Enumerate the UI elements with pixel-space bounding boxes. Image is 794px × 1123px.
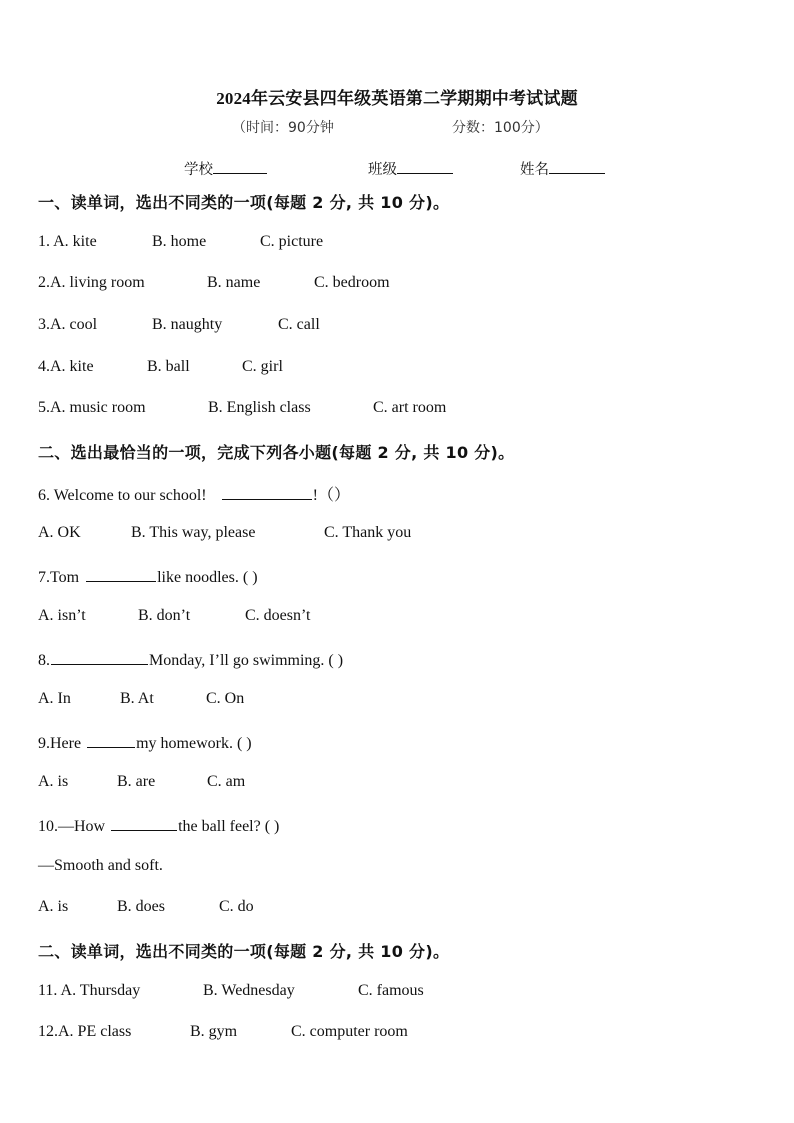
- q11-option-b[interactable]: B. Wednesday: [203, 982, 295, 999]
- q7-stem-end: like noodles. ( ): [157, 569, 258, 586]
- q12-option-c[interactable]: C. computer room: [291, 1023, 408, 1040]
- q9-stem-text: 9.Here: [38, 735, 82, 752]
- q8-option-b[interactable]: B. At: [120, 690, 154, 707]
- q10-reply: —Smooth and soft.: [38, 857, 163, 874]
- class-blank[interactable]: [397, 159, 453, 174]
- q10-option-c[interactable]: C. do: [219, 898, 254, 915]
- q9-option-c[interactable]: C. am: [207, 773, 246, 790]
- name-blank[interactable]: [549, 159, 605, 174]
- q6-option-c[interactable]: C. Thank you: [324, 524, 412, 541]
- q12-option-a[interactable]: 12.A. PE class: [38, 1023, 132, 1040]
- q9-option-a[interactable]: A. is: [38, 773, 69, 790]
- q8-stem-text: 8.: [38, 652, 50, 669]
- school-blank[interactable]: [213, 159, 267, 174]
- score-info: 分数：100分）: [452, 120, 549, 136]
- section-1-heading: 一、读单词，选出不同类的一项(每题 2 分, 共 10 分)。: [38, 193, 450, 212]
- q10-stem-text: 10.—How: [38, 818, 106, 835]
- q8-option-a[interactable]: A. In: [38, 690, 71, 707]
- q2-option-b[interactable]: B. name: [207, 274, 261, 291]
- q7-stem-text: 7.Tom: [38, 569, 80, 586]
- section-2-heading: 二、选出最恰当的一项，完成下列各小题(每题 2 分, 共 10 分)。: [38, 443, 515, 462]
- name-field[interactable]: [520, 158, 605, 179]
- q1-option-b[interactable]: B. home: [152, 233, 207, 250]
- q5-option-c[interactable]: C. art room: [373, 399, 447, 416]
- q7-blank[interactable]: [86, 566, 156, 582]
- q10-option-a[interactable]: A. is: [38, 898, 69, 915]
- q10-stem: [38, 815, 279, 836]
- q3-option-a[interactable]: 3.A. cool: [38, 316, 98, 333]
- q10-blank[interactable]: [111, 815, 177, 831]
- q7-stem: [38, 566, 258, 587]
- name-label: 姓名: [520, 162, 549, 178]
- q2-option-a[interactable]: 2.A. living room: [38, 274, 145, 291]
- q10-stem-end: the ball feel? ( ): [178, 818, 280, 835]
- q5-option-b[interactable]: B. English class: [208, 399, 311, 416]
- q10-option-b[interactable]: B. does: [117, 898, 165, 915]
- q4-option-c[interactable]: C. girl: [242, 358, 283, 375]
- q1-option-a[interactable]: 1. A. kite: [38, 233, 97, 250]
- q8-stem: [38, 649, 343, 670]
- q8-blank[interactable]: [51, 649, 148, 665]
- q9-stem: [38, 732, 252, 753]
- q2-option-c[interactable]: C. bedroom: [314, 274, 390, 291]
- q4-option-b[interactable]: B. ball: [147, 358, 190, 375]
- q11-option-a[interactable]: 11. A. Thursday: [38, 982, 141, 999]
- q7-option-b[interactable]: B. don’t: [138, 607, 191, 624]
- q3-option-c[interactable]: C. call: [278, 316, 320, 333]
- time-info: （时间：90分钟: [232, 120, 334, 136]
- q6-stem-end: !（）: [312, 487, 350, 504]
- q6-stem-text: 6. Welcome to our school!: [38, 487, 207, 504]
- q8-stem-end: Monday, I’ll go swimming. ( ): [149, 652, 344, 669]
- q7-option-a[interactable]: A. isn’t: [38, 607, 86, 624]
- q5-option-a[interactable]: 5.A. music room: [38, 399, 146, 416]
- q4-option-a[interactable]: 4.A. kite: [38, 358, 94, 375]
- q7-option-c[interactable]: C. doesn’t: [245, 607, 311, 624]
- q3-option-b[interactable]: B. naughty: [152, 316, 223, 333]
- school-field[interactable]: [184, 158, 267, 179]
- q6-blank[interactable]: [222, 484, 312, 500]
- q12-option-b[interactable]: B. gym: [190, 1023, 238, 1040]
- q8-option-c[interactable]: C. On: [206, 690, 245, 707]
- q9-option-b[interactable]: B. are: [117, 773, 156, 790]
- q9-stem-end: my homework. ( ): [136, 735, 252, 752]
- page-title: 2024年云安县四年级英语第二学期期中考试试题: [216, 89, 578, 108]
- q1-option-c[interactable]: C. picture: [260, 233, 324, 250]
- q6-stem: [38, 482, 350, 505]
- school-label: 学校: [184, 162, 213, 178]
- class-label: 班级: [368, 162, 397, 178]
- q6-option-b[interactable]: B. This way, please: [131, 524, 256, 541]
- section-3-heading: 二、读单词，选出不同类的一项(每题 2 分, 共 10 分)。: [38, 942, 450, 961]
- q9-blank[interactable]: [87, 732, 135, 748]
- q11-option-c[interactable]: C. famous: [358, 982, 424, 999]
- q6-option-a[interactable]: A. OK: [38, 524, 81, 541]
- class-field[interactable]: [368, 158, 453, 179]
